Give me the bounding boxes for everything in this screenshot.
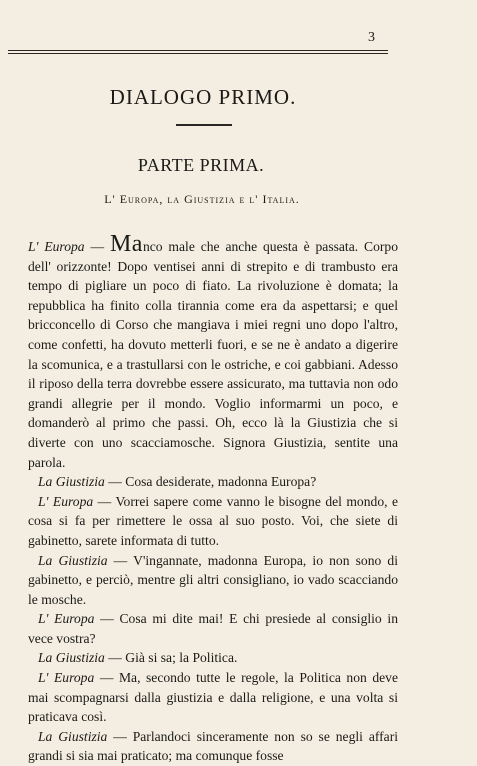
paragraph-text: nco male che anche questa è passata. Corpo dell' orizzonte! Dopo ventisei anni di strepito e di trambusto era tempo di pigliare un poco di fiato. La rivoluzione è domata; la repubblica ha finito colla tirannia come era da aspettarsi; e quel bricconcello di Corso che mangiava i miei regni uno dopo l'altro, come confetti, ha dovuto metterli fuori, e se ne è andato a digerire la scomunica, e a trastullarsi con le ostriche, e coi gabbiani. Adesso il riposo della terra dovrebbe essere assicurato, ma tuttavia non odo grandi allegrie per il mondo. Voglio informarmi un poco, e domanderò al primo che passi. Oh, ecco là la Giustizia che si diverte con uno scacciamosche. Signora Giustizia, sentite una parola. bbox=[28, 239, 398, 470]
drop-cap: Ma bbox=[109, 231, 143, 257]
header-rule bbox=[8, 50, 388, 54]
dialogue-title: DIALOGO PRIMO. bbox=[109, 85, 297, 109]
dialogue-line bbox=[28, 551, 398, 610]
speaker-name: L' Europa bbox=[38, 493, 94, 509]
dialogue-line bbox=[28, 668, 398, 727]
speaker-dash: — bbox=[94, 611, 120, 627]
dialogue-text: Vorrei sapere come vanno le bisogne del mondo, e cosa si fa per rimettere le ossa al suo posto. Voi, che siete di gabinetto, sarete informata di tutto. bbox=[28, 493, 399, 548]
speaker-name: L' Europa bbox=[38, 611, 95, 627]
speaker-name: L' Europa bbox=[28, 239, 85, 254]
dialogue-text: Ma, secondo tutte le regole, la Politica non deve mai scompagnarsi dalla giustizia e dalla religione, e una volta si praticava così. bbox=[28, 670, 398, 725]
dialogue-text: Cosa mi dite mai! E chi presiede al consiglio in vece vostra? bbox=[28, 611, 399, 646]
speaker-name: La Giustizia bbox=[38, 552, 108, 568]
title-divider bbox=[176, 124, 232, 126]
dialogue-line bbox=[28, 727, 398, 766]
speaker-name: La Giustizia bbox=[38, 728, 108, 744]
speaker-name: L' Europa bbox=[38, 670, 95, 686]
part-title: PARTE PRIMA. bbox=[137, 155, 265, 175]
dialogue-text: Già si sa; la Politica. bbox=[125, 650, 238, 666]
speaker-dash: — bbox=[104, 474, 126, 490]
opening-paragraph bbox=[28, 232, 398, 472]
speaker-dash: — bbox=[84, 239, 110, 254]
dialogue-line bbox=[28, 472, 398, 492]
dialogue-text: V'ingannate, madonna Europa, io non sono di gabinetto, e perciò, mentre gli altri consigliano, io vado scacciando le mosche. bbox=[28, 552, 398, 607]
dialogue-line bbox=[28, 492, 398, 551]
speaker-name: La Giustizia bbox=[38, 650, 105, 666]
subtitle bbox=[0, 192, 404, 207]
speaker-dash: — bbox=[107, 728, 133, 744]
speaker-dash: — bbox=[93, 493, 116, 509]
body-text bbox=[28, 232, 398, 766]
dialogue-text: Cosa desiderate, madonna Europa? bbox=[125, 474, 317, 490]
speaker-dash: — bbox=[104, 650, 126, 666]
dialogue-line bbox=[28, 648, 398, 668]
page-number: 3 bbox=[368, 30, 375, 45]
dialogue-line bbox=[28, 609, 398, 648]
speaker-dash: — bbox=[107, 552, 134, 568]
dialogue-text: Parlandoci sinceramente non so se negli affari grandi si sia mai praticato; ma comunque fosse bbox=[28, 728, 398, 764]
subtitle-text: L' Europa, la Giustizia e l' Italia. bbox=[104, 192, 300, 206]
speaker-dash: — bbox=[94, 670, 119, 686]
speaker-name: La Giustizia bbox=[38, 474, 105, 490]
